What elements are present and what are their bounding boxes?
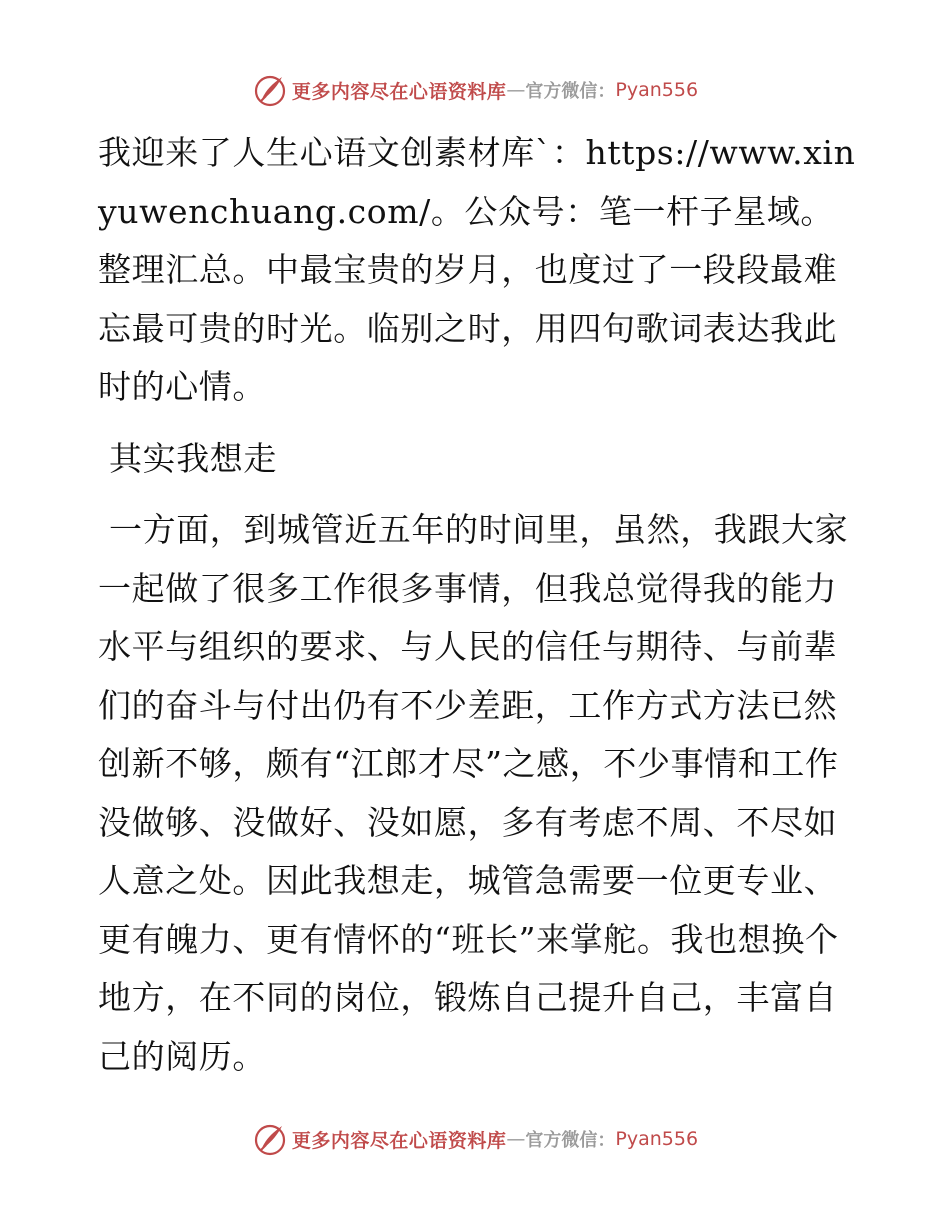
section-heading: 其实我想走	[109, 438, 277, 478]
document-body	[98, 124, 858, 1086]
banner-main-text: 更多内容尽在心语资料库	[291, 1129, 507, 1152]
banner-wechat-id: Pyan556	[615, 79, 699, 101]
banner-wechat-id: Pyan556	[615, 1128, 699, 1150]
banner-sub-text: 官方微信：	[525, 81, 616, 102]
footer-watermark-banner	[0, 1119, 950, 1159]
banner-dash: —	[506, 1128, 526, 1150]
quill-logo-icon	[252, 1121, 288, 1157]
paragraph-body: 一方面，到城管近五年的时间里，虽然，我跟大家一起做了很多工作很多事情，但我总觉得我的能力水平与组织的要求、与人民的信任与期待、与前辈们的奋斗与付出仍有不少差距，工作方式方法已然创新不够，颇有“江郎才尽”之感，不少事情和工作没做够、没做好、没如愿，多有考虑不周、不尽如人意之处。因此我想走，城管急需要一位更专业、更有魄力、更有情怀的“班长”来掌舵。我也想换个地方，在不同的岗位，锻炼自己提升自己，丰富自己的阅历。	[98, 510, 849, 1076]
paragraph-intro: 我迎来了人生心语文创素材库`：https://www.xinyuwenchuang.com/。公众号：笔一杆子星域。整理汇总。中最宝贵的岁月，也度过了一段段最难忘最可贵的时光。临别之时，用四句歌词表达我此时的心情。	[98, 133, 856, 406]
banner-dash: —	[506, 79, 526, 101]
quill-logo-icon	[252, 72, 288, 108]
banner-sub-text: 官方微信：	[525, 1130, 616, 1151]
header-watermark-banner	[0, 70, 950, 110]
banner-main-text: 更多内容尽在心语资料库	[291, 80, 507, 103]
